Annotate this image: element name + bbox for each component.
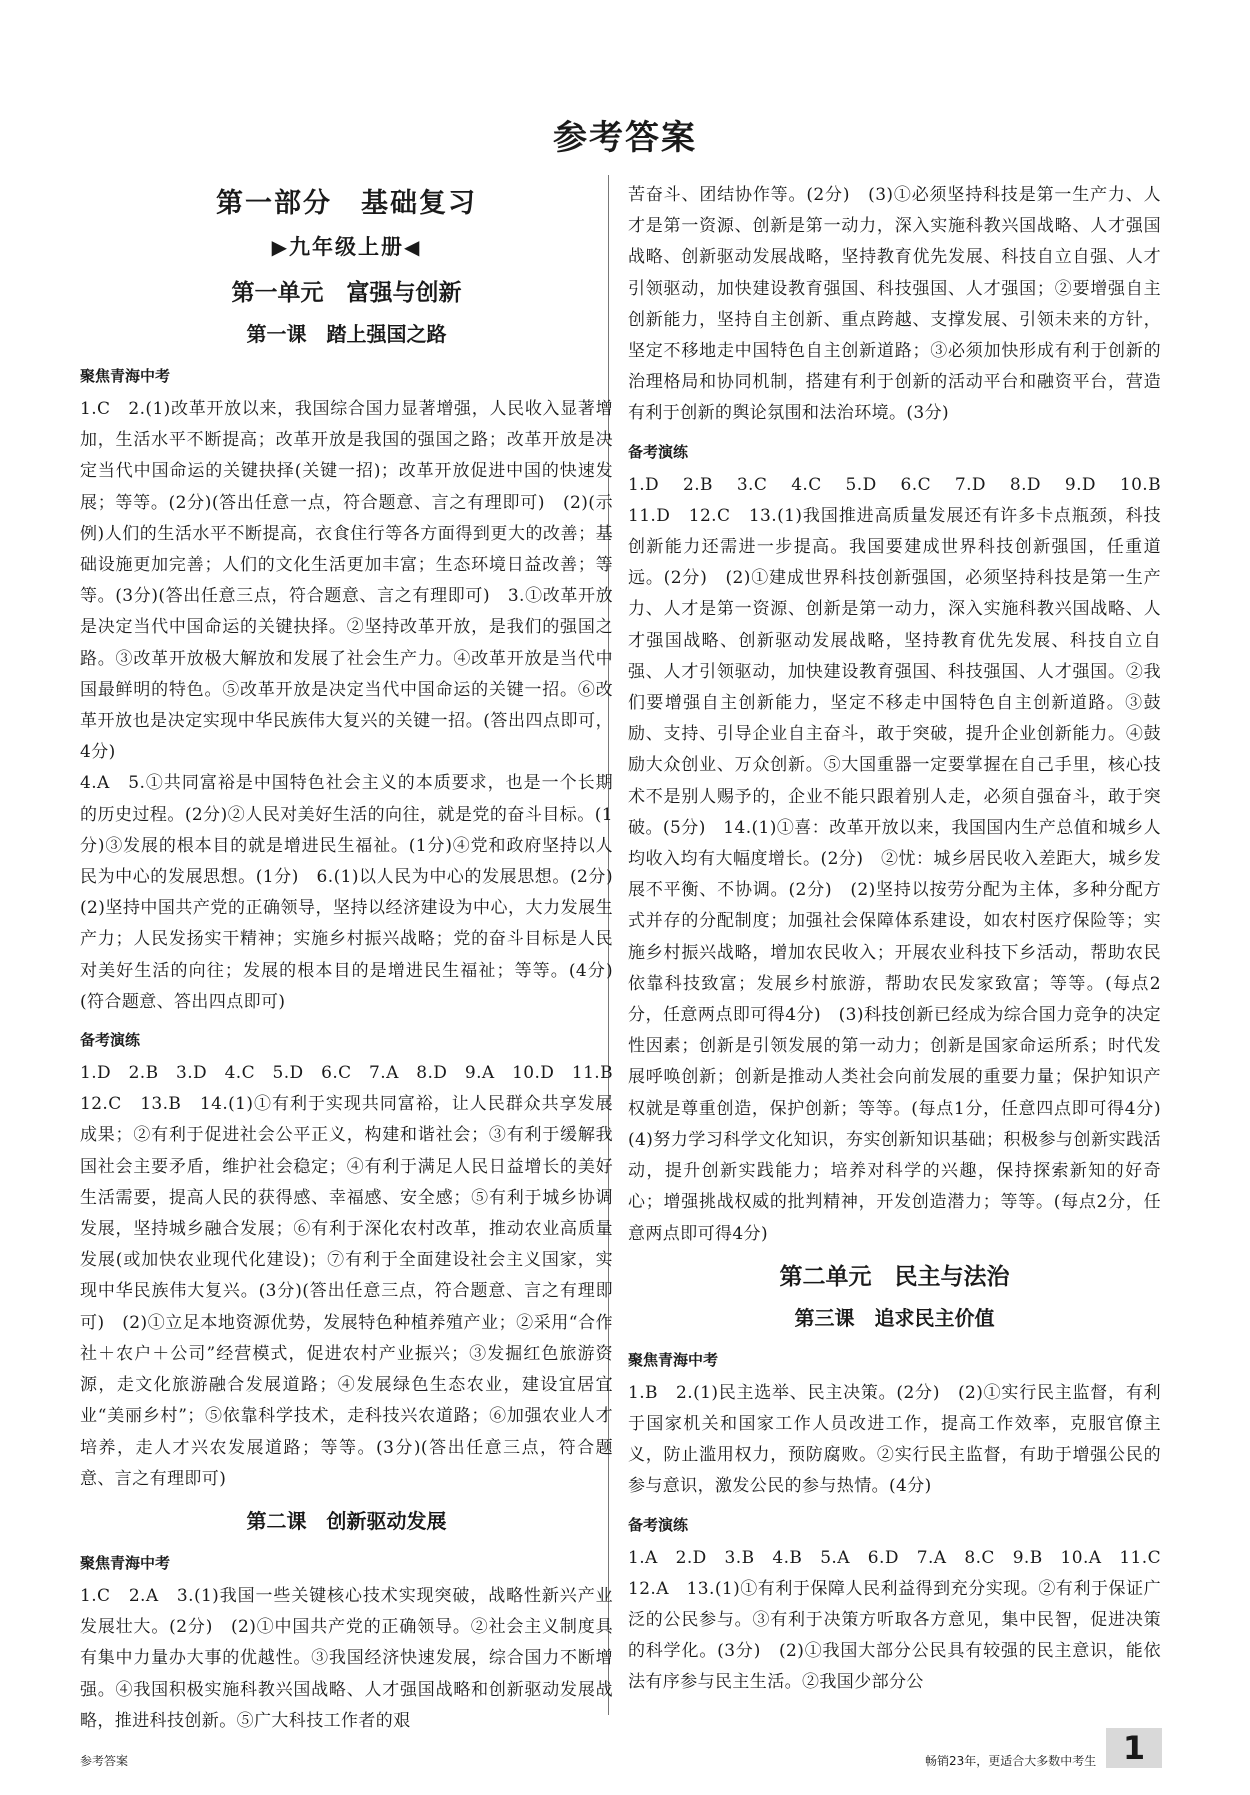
footer-left: 参考答案: [80, 1754, 129, 1768]
footer-right: 畅销23年，更适合大多数中考生: [925, 1754, 1097, 1768]
lesson2-practice-answers: 1.D 2.B 3.C 4.C 5.D 6.C 7.D 8.D 9.D 10.B 11.D 12.C 13.(1)我国推进高质量发展还有许多卡点瓶颈，科技创新能力还需进一步提高。我国要建成世界科技创新强国，任重道远。(2分) (2)①建成世界科技创新强国，必须坚持科技是第一生产力、人才是第一资源、创新是第一动力，深入实施科教兴国战略、人才强国战略、创新驱动发展战略，坚持教育优先发展、科技自立自强、人才引领驱动，加快建设教育强国、科技强国、人才强国。②我们要增强自主创新能力，坚定不移走中国特色自主创新道路。③鼓励、支持、引导企业自主奋斗，敢于突破，提升企业创新能力。④鼓励大众创业、万众创新。⑤大国重器一定要掌握在自己手里，核心技术不是别人赐予的，企业不能只跟着别人走，必须自强奋斗，敢于突破。(5分) 14.(1)①喜：改革开放以来，我国国内生产总值和城乡人均收入均有大幅度增长。(2分) ②忧：城乡居民收入差距大，城乡发展不平衡、不协调。(2分) (2)坚持以按劳分配为主体，多种分配方式并存的分配制度；加强社会保障体系建设，如农村医疗保险等；实施乡村振兴战略，增加农民收入；开展农业科技下乡活动，帮助农民依靠科技致富；发展乡村旅游，帮助农民发家致富；等等。(每点2分，任意两点即可得4分) (3)科技创新已经成为综合国力竞争的决定性因素；创新是引领发展的第一动力；创新是国家命运所系；时代发展呼唤创新；创新是推动人类社会向前发展的重要力量；保护知识产权就是尊重创造，保护创新；等等。(每点1分，任意四点即可得4分) (4)努力学习科学文化知识，夯实创新知识基础；积极参与创新实践活动，提升创新实践能力；培养对科学的兴趣，保持探索新知的好奇心；增强挑战权威的批判精神，开发创造潜力；等等。(每点2分，任意两点即可得4分): [628, 474, 1179, 1244]
left-column: [80, 182, 631, 1737]
page-title: 参考答案: [553, 118, 697, 158]
lesson1-answers-part2: 4.A 5.①共同富裕是中国特色社会主义的本质要求，也是一个长期的历史过程。(2分)②人民对美好生活的向往，就是党的奋斗目标。(1分)③发展的根本目的就是增进民生福祉。(1分)④党和政府坚持以人民为中心的发展思想。(1分) 6.(1)以人民为中心的发展思想。(2分) (2)坚持中国共产党的正确领导，坚持以经济建设为中心，大力发展生产力；人民发扬实干精神；实施乡村振兴战略；党的奋斗目标是人民对美好生活的向往；发展的根本目的是增进民生福祉；等等。(4分)(符合题意、答出四点即可): [80, 773, 631, 1012]
page-number: 1: [1106, 1728, 1162, 1768]
lesson3-practice-answers: 1.A 2.D 3.B 4.B 5.A 6.D 7.A 8.C 9.B 10.A 11.C 12.A 13.(1)①有利于保障人民利益得到充分实现。②有利于保证广泛的公民参与。③有利于决策方听取各方意见，集中民智，促进决策的科学化。(3分) (2)①我国大部分公民具有较强的民主意识，能依法有序参与民主生活。②我国少部分公: [628, 1547, 1179, 1693]
section-label-yankao: 备考演练: [80, 1031, 141, 1050]
lesson1-answers-part1: 1.C 2.(1)改革开放以来，我国综合国力显著增强，人民收入显著增加，生活水平不断提高；改革开放是我国的强国之路；改革开放是决定当代中国命运的关键抉择(关键一招)；改革开放促进中国的快速发展；等等。(2分)(答出任意一点，符合题意、言之有理即可) (2)(示例)人们的生活水平不断提高，衣食住行等各方面得到更大的改善；基础设施更加完善；人们的文化生活更加丰富；生态环境日益改善；等等。(3分)(答出任意三点，符合题意、言之有理即可) 3.①改革开放是决定当代中国命运的关键抉择。②坚持改革开放，是我们的强国之路。③改革开放极大解放和发展了社会生产力。④改革开放是当代中国最鲜明的特色。⑤改革开放是决定当代中国命运的关键一招。⑥改革开放也是决定实现中华民族伟大复兴的关键一招。(答出四点即可，4分): [80, 399, 613, 763]
grade-title: [80, 226, 613, 268]
section-label-zhongkao-3: 聚焦青海中考: [628, 1350, 719, 1369]
lesson2-answers: 1.C 2.A 3.(1)我国一些关键核心技术实现突破，战略性新兴产业发展壮大。(2分) (2)①中国共产党的正确领导。②社会主义制度具有集中力量办大事的优越性。③我国经济快速发展，综合国力不断增强。④我国积极实施科教兴国战略、人才强国战略和创新驱动发展战略，推进科技创新。⑤广大科技工作者的艰: [80, 1585, 613, 1731]
lesson1-title: 第一课 踏上强国之路: [246, 322, 447, 346]
lesson2-title: 第二课 创新驱动发展: [246, 1508, 447, 1533]
lesson3-title: 第三课 追求民主价值: [794, 1305, 995, 1330]
triangle-left-icon: ◀: [404, 235, 422, 259]
lesson2-answers-continued: 苦奋斗、团结协作等。(2分) (3)①必须坚持科技是第一生产力、人才是第一资源、创新是第一动力，深入实施科教兴国战略、人才强国战略、创新驱动发展战略，坚持教育优先发展、科技自立自强、人才引领驱动，加快建设教育强国、科技强国、人才强国；②要增强自主创新能力，坚持自主创新、重点跨越、支撑发展、引领未来的方针，坚定不移地走中国特色自主创新道路；③必须加快形成有利于创新的治理格局和协同机制，搭建有利于创新的活动平台和融资平台，营造有利于创新的舆论氛围和法治环境。(3分): [628, 185, 1161, 424]
grade-title-text: 九年级上册: [289, 235, 404, 259]
part-title: 第一部分 基础复习: [216, 188, 477, 219]
section-label-yankao-2: 备考演练: [628, 442, 689, 461]
lesson3-answers: 1.B 2.(1)民主选举、民主决策。(2分) (2)①实行民主监督，有利于国家机关和国家工作人员改进工作，提高工作效率，克服官僚主义，防止滥用权力，预防腐败。②实行民主监督，有助于增强公民的参与意识，激发公民的参与热情。(4分): [628, 1382, 1161, 1497]
unit1-title: 第一单元 富强与创新: [231, 280, 462, 306]
section-label-zhongkao: 聚焦青海中考: [80, 367, 171, 385]
lesson1-practice-answers: 1.D 2.B 3.D 4.C 5.D 6.C 7.A 8.D 9.A 10.D 11.B 12.C 13.B 14.(1)①有利于实现共同富裕，让人民群众共享发展成果；②有利于促进社会公平正义，构建和谐社会；③有利于缓解我国社会主要矛盾，维护社会稳定；④有利于满足人民日益增长的美好生活需要，提高人民的获得感、幸福感、安全感；⑤有利于城乡协调发展，坚持城乡融合发展；⑥有利于深化农村改革，推动农业高质量发展(或加快农业现代化建设)；⑦有利于全面建设社会主义国家，实现中华民族伟大复兴。(3分)(答出任意三点，符合题意、言之有理即可) (2)①立足本地资源优势，发展特色种植养殖产业；②采用“合作社＋农户＋公司”经营模式，促进农村产业振兴；③发掘红色旅游资源，走文化旅游融合发展道路；④发展绿色生态农业，建设宜居宜业“美丽乡村”；⑤依靠科学技术，走科技兴农道路；⑥加强农业人才培养，走人才兴农发展道路；等等。(3分)(答出任意三点，符合题意、言之有理即可): [80, 1063, 631, 1489]
unit2-title: 第二单元 民主与法治: [779, 1263, 1010, 1290]
section-label-yankao-3: 备考演练: [628, 1515, 689, 1534]
right-column: [628, 180, 1179, 1699]
section-label-zhongkao-2: 聚焦青海中考: [80, 1553, 171, 1572]
triangle-right-icon: ▶: [271, 235, 289, 259]
